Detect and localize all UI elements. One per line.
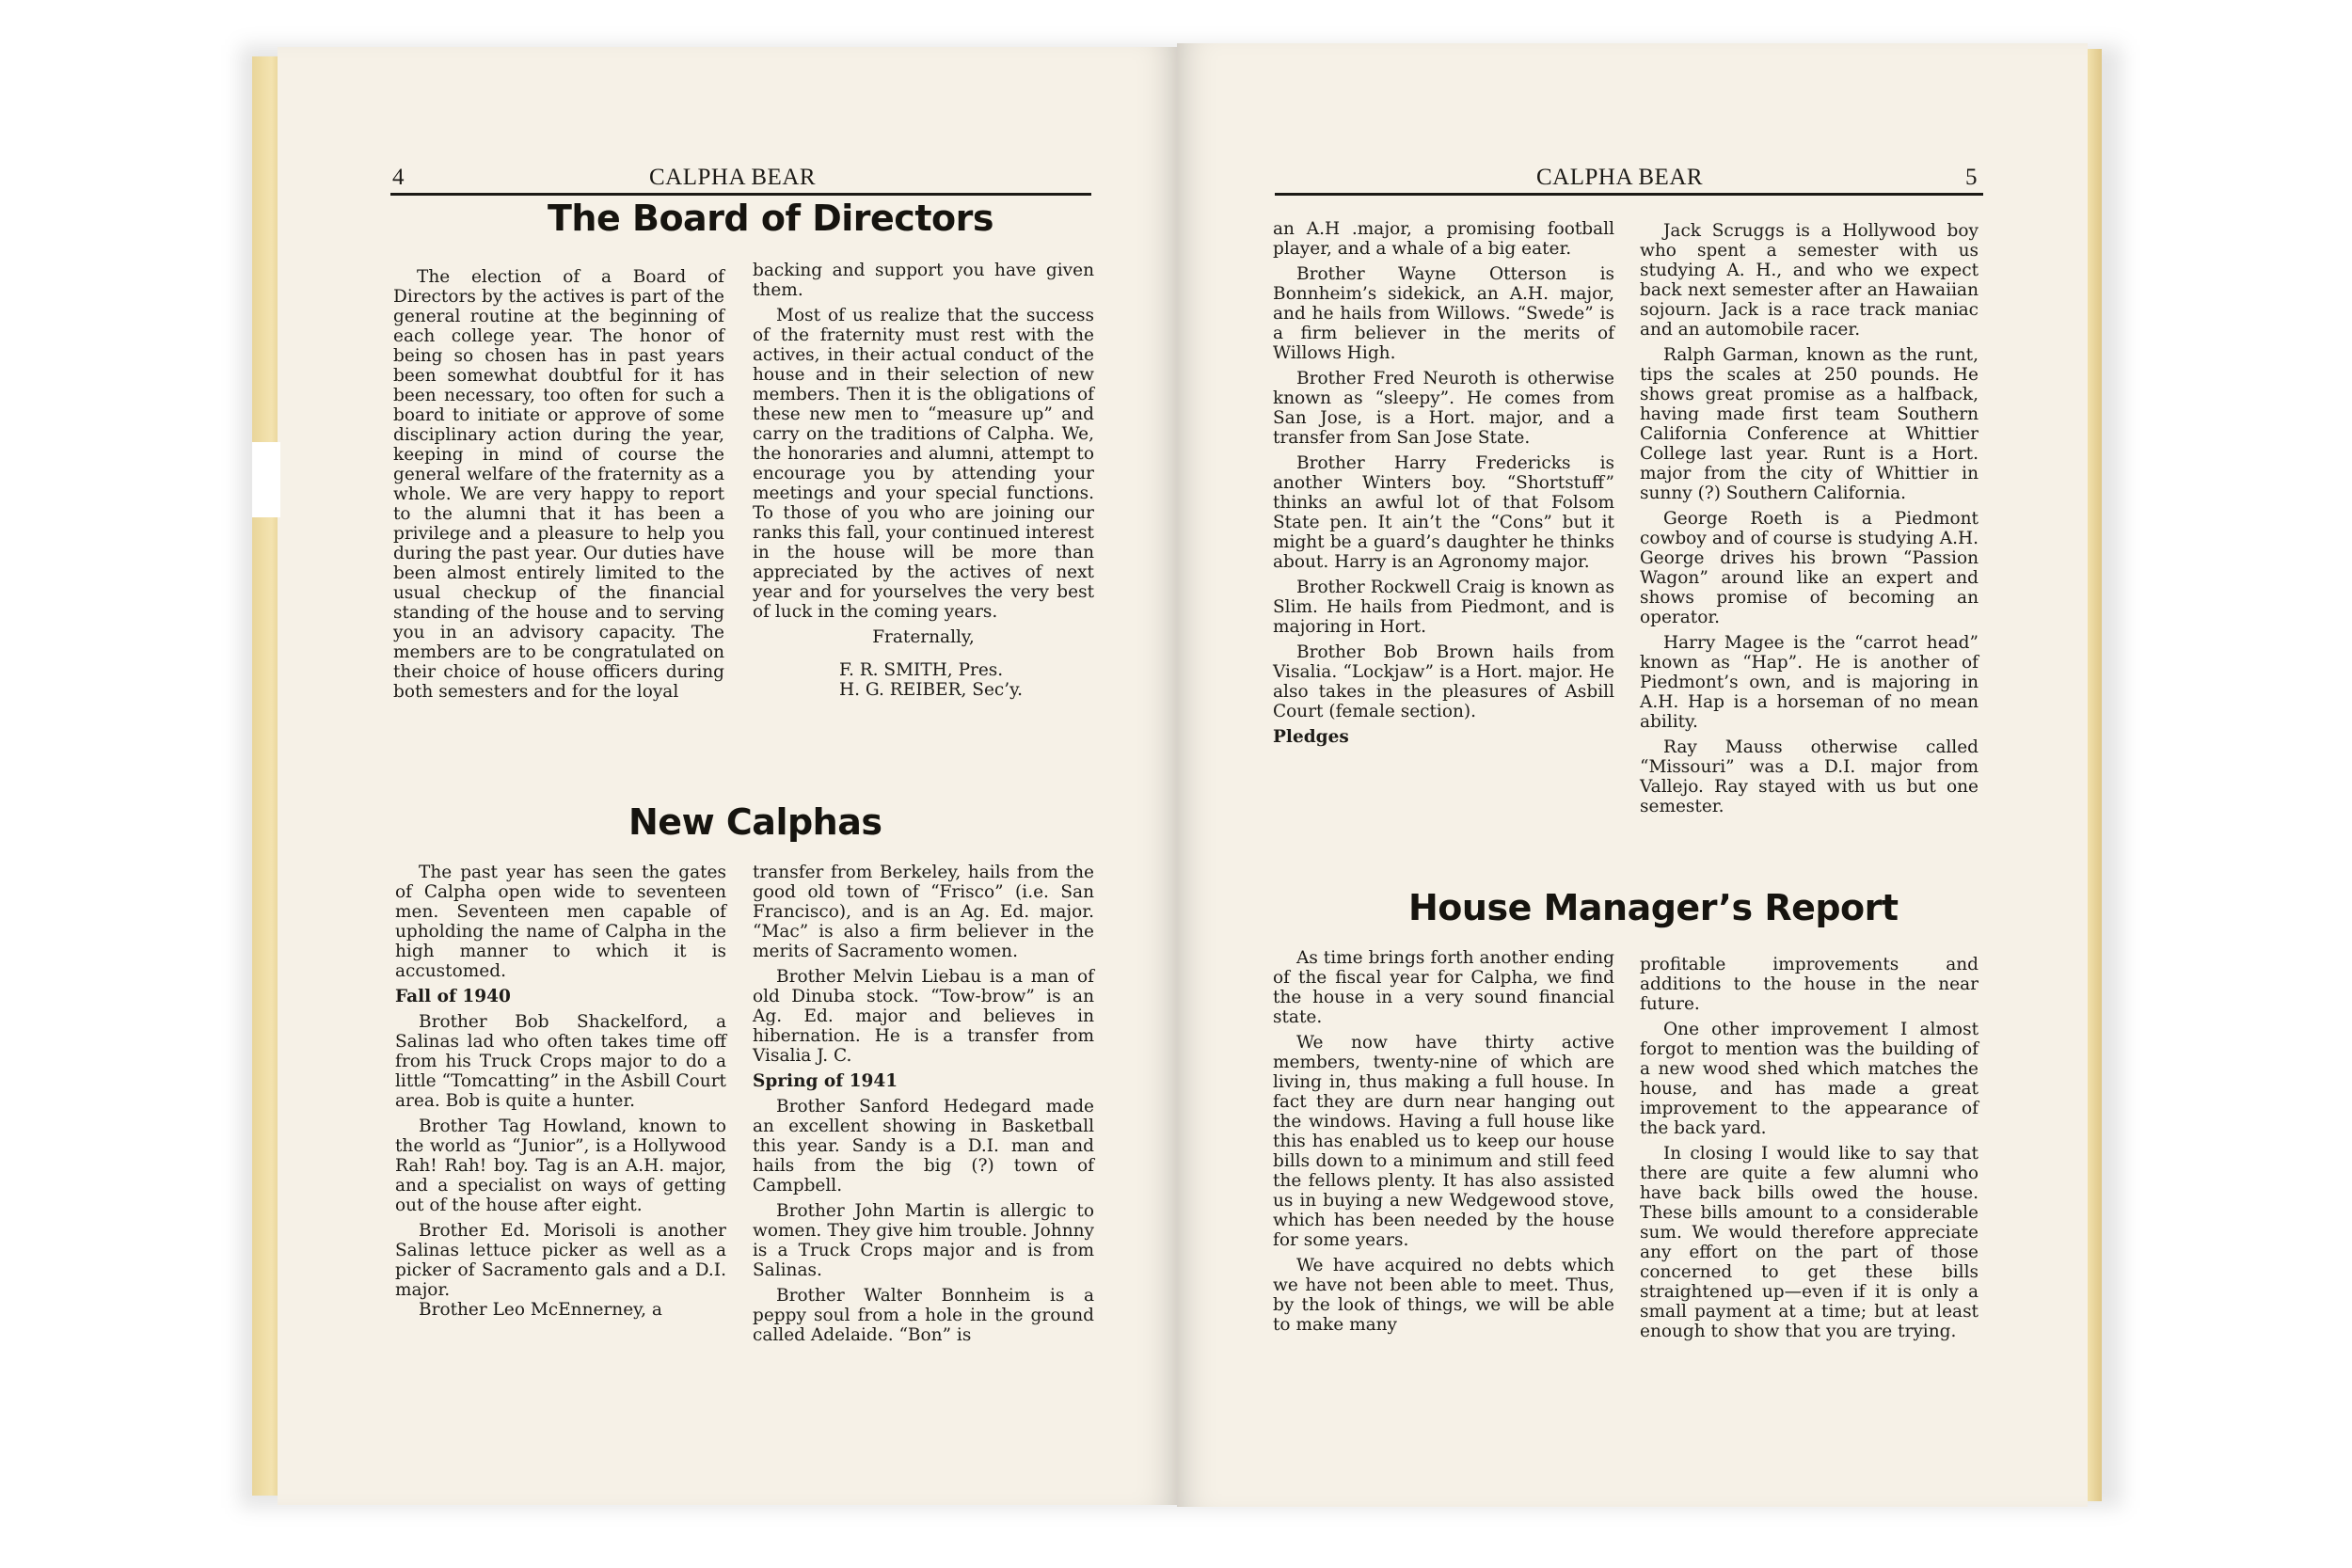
spring-1941-heading: Spring of 1941 — [753, 1071, 898, 1091]
member-paragraph: Brother Fred Neuroth is otherwise known as “sleepy”. He comes from San Jose, is a Hort. major, and a transfer from San Jose State. — [1273, 369, 1614, 448]
member-paragraph: Brother John Martin is allergic to women. They give him trouble. Johnny is a Truck Crops major and is from Salinas. — [753, 1201, 1094, 1280]
report-paragraph: profitable improvements and additions to the house in the near future. — [1640, 955, 1979, 1014]
page-number-right: 5 — [1965, 165, 1978, 190]
member-paragraph: Brother Bob Shackelford, a Salinas lad who often takes time off from his Truck Crops major to do a little “Tomcatting” in the Asbill Court area. Bob is quite a hunter. — [395, 1012, 726, 1111]
house-manager-column-1 — [1273, 948, 1614, 1340]
board-column-2 — [753, 261, 1094, 700]
page-notch — [252, 442, 280, 517]
member-paragraph: an A.H .major, a promising football player, and a whale of a big eater. — [1273, 219, 1614, 259]
new-calphas-column-1 — [395, 863, 726, 1325]
new-calphas-column-2 — [753, 863, 1094, 1351]
board-closing: Fraternally, — [872, 627, 975, 647]
member-paragraph: Brother Melvin Liebau is a man of old Dinuba stock. “Tow-brow” is an Ag. Ed. major and believes in hibernation. He is a transfer from Visalia J. C. — [753, 967, 1094, 1066]
member-paragraph: Brother Rockwell Craig is known as Slim. He hails from Piedmont, and is majoring in Hort. — [1273, 578, 1614, 637]
member-paragraph: Brother Leo McEnnerney, a — [419, 1300, 662, 1320]
board-paragraph: The election of a Board of Directors by the actives is part of the general routine at the beginning of each college year. The honor of being so chosen has in past years been somewhat doubtful for it has been necessary, too often for such a board to initiate or approve of some disciplinary action during the year, keeping in mind of course the general welfare of the fraternity as a whole. We are very happy to report to the alumni that it has been a privilege and a pleasure to help you during the past year. Our duties have been almost entirely limited to the usual checkup of the financial standing of the house and to serving you in an advisory capacity. The members are to be congratulated on their choice of house officers during both semesters and for the loyal — [393, 267, 724, 702]
magazine-name-left: CALPHA BEAR — [649, 165, 817, 190]
house-manager-title: House Manager’s Report — [1408, 887, 1899, 928]
house-manager-column-2 — [1640, 955, 1979, 1347]
report-paragraph: In closing I would like to say that there are quite a few alumni who have back bills owed the house. These bills amount to a considerable sum. We would therefore appreciate any effort on the part of those concerned to get these bills straightened up—even if it is only a small payment at a time; but at least enough to show that you are trying. — [1640, 1144, 1979, 1341]
board-title: The Board of Directors — [548, 198, 993, 239]
member-paragraph: Brother Sanford Hedegard made an excellent showing in Basketball this year. Sandy is a D.I. man and hails from the big (?) town of Campbell. — [753, 1097, 1094, 1196]
pledge-paragraph: Ralph Garman, known as the runt, tips the scales at 250 pounds. He shows great promise as a halfback, having made first team Southern California Conference at Whittier College last year. Runt is a Hort. major from the city of Whittier in sunny (?) Southern California. — [1640, 345, 1979, 503]
member-paragraph: Brother Walter Bonnheim is a peppy soul from a hole in the ground called Adelaide. “Bon” is — [753, 1286, 1094, 1345]
new-calphas-intro: The past year has seen the gates of Calpha open wide to seventeen men. Seventeen men capable of upholding the name of Calpha in the high manner to which it is accustomed. — [395, 863, 726, 981]
report-paragraph: One other improvement I almost forgot to mention was the building of a new wood shed which matches the house, and has made a great improvement to the appearance of the back yard. — [1640, 1020, 1979, 1138]
member-paragraph: Brother Harry Fredericks is another Winters boy. “Shortstuff” thinks an awful lot of that Folsom State pen. It ain’t the “Cons” but it might be a guard’s daughter he thinks about. Harry is an Agronomy major. — [1273, 453, 1614, 572]
report-paragraph: As time brings forth another ending of the fiscal year for Calpha, we find the house in a very sound financial state. — [1273, 948, 1614, 1027]
right-page-header — [1275, 155, 1983, 196]
new-calphas-column-3 — [1273, 219, 1614, 752]
board-paragraph: Most of us realize that the success of the fraternity must rest with the actives, in their actual conduct of the house and in their selection of new members. Then it is the obligations of these new men to “measure up” and carry on the traditions of Calpha. We, the honoraries and alumni, attempt to encourage you by attending your meetings and your special functions. To those of you who are joining our ranks this fall, your continued interest in the house will be more than appreciated by the actives of next year and for yourselves the very best of luck in the coming years. — [753, 306, 1094, 622]
new-calphas-column-4 — [1640, 221, 1979, 822]
report-paragraph: We have acquired no debts which we have not been able to meet. Thus, by the look of things, we will be able to make many — [1273, 1256, 1614, 1335]
pledge-paragraph: Ray Mauss otherwise called “Missouri” was a D.I. major from Vallejo. Ray stayed with us but one semester. — [1640, 737, 1979, 816]
report-paragraph: We now have thirty active members, twenty-nine of which are living in, thus making a full house. In fact they are durn near hanging out the windows. Having a full house like this has enabled us to keep our house bills down to a minimum and still feed the fellows plenty. It has also assisted us in buying a new Wedgewood stove, which has been needed by the house for some years. — [1273, 1033, 1614, 1250]
pledge-paragraph: Jack Scruggs is a Hollywood boy who spent a semester with us studying A. H., and who we expect back next semester after an Hawaiian sojourn. Jack is a race track maniac and an automobile racer. — [1640, 221, 1979, 340]
board-column-1 — [393, 267, 724, 707]
fall-1940-heading: Fall of 1940 — [395, 987, 511, 1006]
member-paragraph: Brother Wayne Otterson is Bonnheim’s sidekick, an A.H. major, and he hails from Willows. “Swede” is a firm believer in the merits of Willows High. — [1273, 264, 1614, 363]
member-paragraph: Brother Ed. Morisoli is another Salinas lettuce picker as well as a picker of Sacramento gals and a D.I. major. — [395, 1221, 726, 1300]
board-signature-secretary: H. G. REIBER, Sec’y. — [839, 680, 1024, 700]
left-page-header — [390, 155, 1091, 196]
member-paragraph: Brother Tag Howland, known to the world as “Junior”, is a Hollywood Rah! Rah! boy. Tag is an A.H. major, and a specialist on ways of getting out of the house after eight. — [395, 1117, 726, 1215]
pledge-paragraph: Harry Magee is the “carrot head” known as “Hap”. He is another of Piedmont’s own, and is majoring in A.H. Hap is a horseman of no mean ability. — [1640, 633, 1979, 732]
member-paragraph: Brother Bob Brown hails from Visalia. “Lockjaw” is a Hort. major. He also takes in the pleasures of Asbill Court (female section). — [1273, 642, 1614, 721]
pledges-heading: Pledges — [1273, 727, 1349, 747]
member-paragraph: transfer from Berkeley, hails from the good old town of “Frisco” (i.e. San Francisco), and is an Ag. Ed. major. “Mac” is also a firm believer in the merits of Sacramento women. — [753, 863, 1094, 961]
magazine-name-right: CALPHA BEAR — [1536, 165, 1704, 190]
pledge-paragraph: George Roeth is a Piedmont cowboy and of course is studying A.H. George drives his brown “Passion Wagon” around like an expert and shows promise of becoming an operator. — [1640, 509, 1979, 627]
new-calphas-title: New Calphas — [628, 801, 882, 843]
board-signature-president: F. R. SMITH, Pres. — [839, 660, 1004, 680]
page-number-left: 4 — [392, 165, 405, 190]
board-paragraph: backing and support you have given them. — [753, 261, 1094, 300]
